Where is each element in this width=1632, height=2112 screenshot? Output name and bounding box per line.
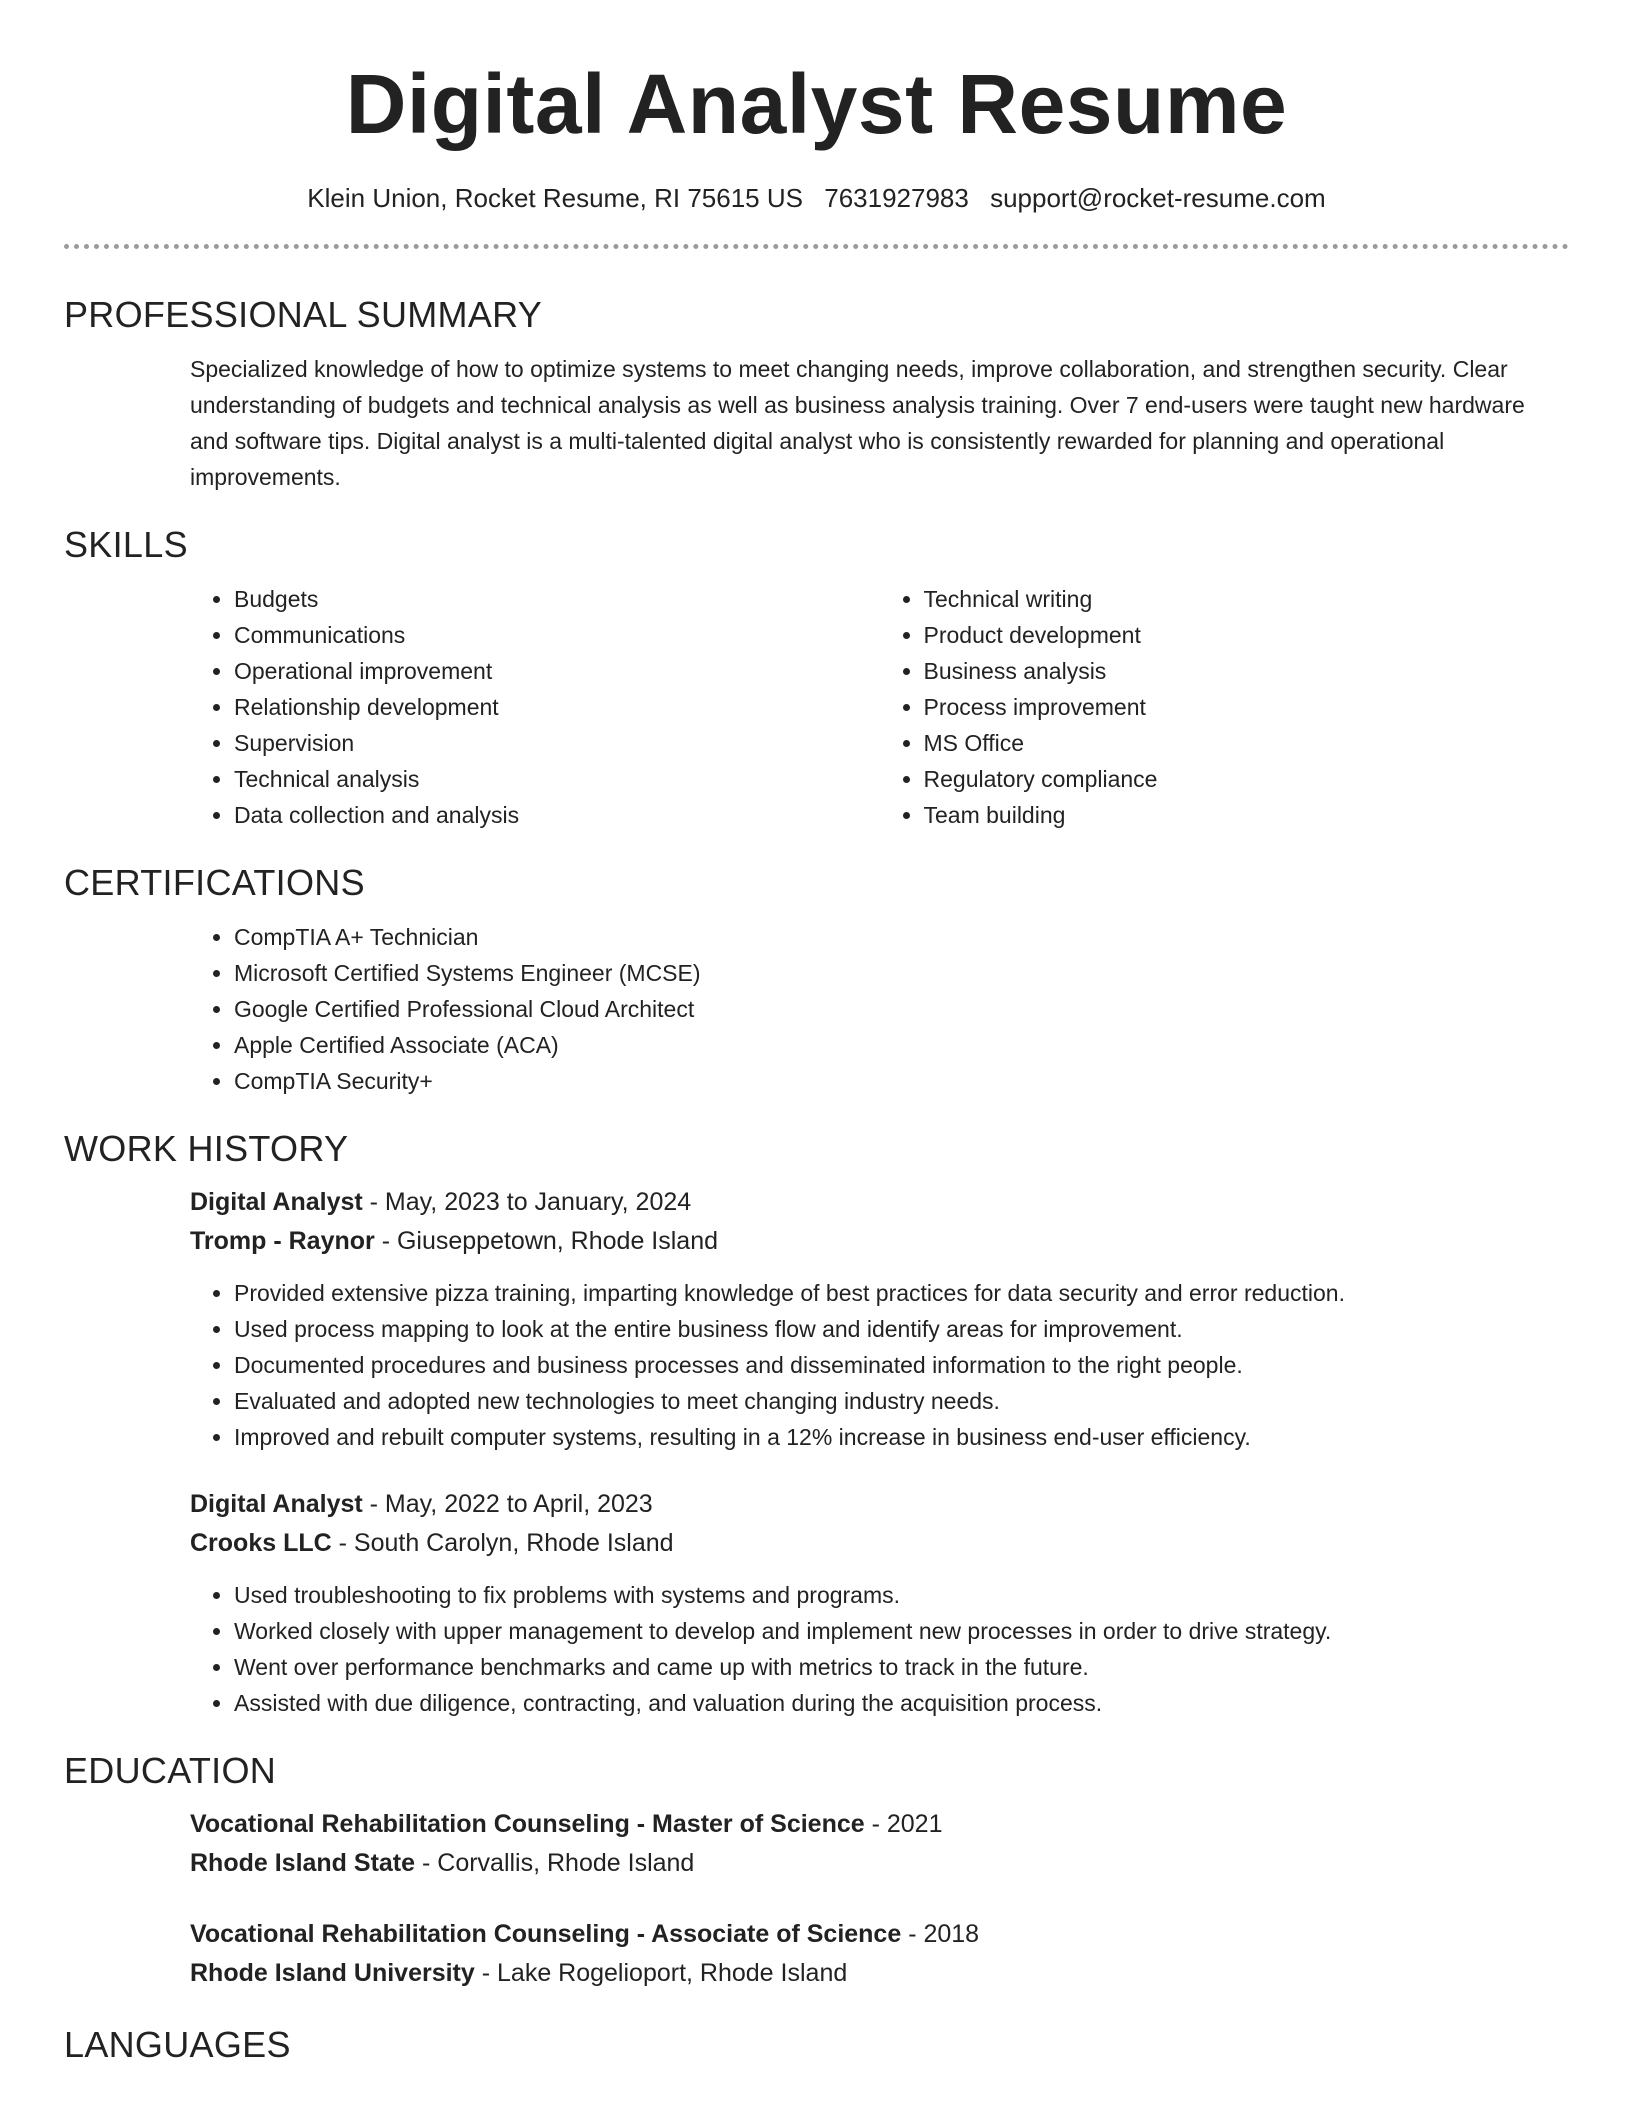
education-school-line (190, 1954, 1569, 1993)
job-bullet: • Used process mapping to look at the entire business flow and identify areas for improvement. (234, 1311, 1569, 1347)
contact-phone: 7631927983 (824, 183, 969, 213)
job-entry (190, 1485, 1569, 1721)
education-entry (190, 1915, 1569, 1993)
summary-text: Specialized knowledge of how to optimize systems to meet changing needs, improve collaboration, and strengthen security. Clear understanding of budgets and technical analysis as well as business analysis training. Over 7 end-users were taught new hardware and software tips. Digital analyst is a multi-talented digital analyst who is consistently rewarded for planning and operational improvements. (190, 356, 1525, 490)
skill-item: • Business analysis (924, 653, 1570, 689)
certification-item: • Apple Certified Associate (ACA) (234, 1027, 1569, 1063)
education-degree-line (190, 1915, 1569, 1954)
job-title: Digital Analyst (190, 1188, 363, 1216)
summary-heading: PROFESSIONAL SUMMARY (64, 294, 543, 335)
skill-item: • Data collection and analysis (234, 797, 880, 833)
education-year: - 2021 (864, 1810, 943, 1838)
work-history-heading: WORK HISTORY (64, 1128, 349, 1169)
skill-item: • Supervision (234, 725, 880, 761)
job-location: - Giuseppetown, Rhode Island (374, 1227, 719, 1255)
job-bullet: • Went over performance benchmarks and came up with metrics to track in the future. (234, 1649, 1569, 1685)
skill-item: • Communications (234, 617, 880, 653)
contact-line (64, 182, 1569, 214)
certification-item: • Microsoft Certified Systems Engineer (MCSE) (234, 955, 1569, 991)
certification-item: • Google Certified Professional Cloud Architect (234, 991, 1569, 1027)
skill-item: • Technical analysis (234, 761, 880, 797)
job-bullet: • Evaluated and adopted new technologies to meet changing industry needs. (234, 1383, 1569, 1419)
skill-item: • Operational improvement (234, 653, 880, 689)
education-heading: EDUCATION (64, 1750, 277, 1791)
certification-item: • CompTIA A+ Technician (234, 919, 1569, 955)
job-title: Digital Analyst (190, 1490, 363, 1518)
job-bullets (190, 1275, 1569, 1455)
contact-address: Klein Union, Rocket Resume, RI 75615 US (307, 183, 803, 213)
job-bullet: • Worked closely with upper management to develop and implement new processes in order to drive strategy. (234, 1613, 1569, 1649)
education-year: - 2018 (901, 1920, 980, 1948)
job-bullets (190, 1577, 1569, 1721)
certifications-list (190, 919, 1569, 1099)
skill-item: • Process improvement (924, 689, 1570, 725)
header-divider (64, 244, 1569, 249)
education-school-line (190, 1844, 1569, 1883)
contact-email: support@rocket-resume.com (990, 183, 1326, 213)
skills-column-right (880, 581, 1570, 833)
job-bullet: • Used troubleshooting to fix problems with systems and programs. (234, 1577, 1569, 1613)
job-entry (190, 1183, 1569, 1455)
job-company-line (190, 1222, 1569, 1261)
education-school: Rhode Island University (190, 1959, 475, 1987)
education-degree: Vocational Rehabilitation Counseling - Associate of Science (190, 1920, 902, 1948)
education-entry (190, 1805, 1569, 1883)
certifications-heading: CERTIFICATIONS (64, 862, 365, 903)
skill-item: • Technical writing (924, 581, 1570, 617)
education-location: - Lake Rogelioport, Rhode Island (474, 1959, 848, 1987)
job-bullet: • Provided extensive pizza training, imparting knowledge of best practices for data security and error reduction. (234, 1275, 1569, 1311)
skills-column-left (190, 581, 880, 833)
resume-title: Digital Analyst Resume (345, 57, 1288, 151)
certification-item: • CompTIA Security+ (234, 1063, 1569, 1099)
skill-item: • Team building (924, 797, 1570, 833)
job-location: - South Carolyn, Rhode Island (331, 1529, 674, 1557)
skill-item: • Product development (924, 617, 1570, 653)
skills-heading: SKILLS (64, 524, 188, 565)
languages-heading: LANGUAGES (64, 2024, 291, 2065)
skill-item: • Regulatory compliance (924, 761, 1570, 797)
education-location: - Corvallis, Rhode Island (415, 1849, 695, 1877)
job-title-line (190, 1485, 1569, 1524)
skill-item: • MS Office (924, 725, 1570, 761)
education-degree: Vocational Rehabilitation Counseling - Master of Science (190, 1810, 865, 1838)
skill-item: • Relationship development (234, 689, 880, 725)
job-bullet: • Documented procedures and business processes and disseminated information to the right people. (234, 1347, 1569, 1383)
skill-item: • Budgets (234, 581, 880, 617)
job-bullet: • Improved and rebuilt computer systems, resulting in a 12% increase in business end-user efficiency. (234, 1419, 1569, 1455)
summary-section (190, 351, 1569, 495)
job-company: Crooks LLC (190, 1529, 332, 1557)
job-dates: - May, 2023 to January, 2024 (362, 1188, 692, 1216)
job-title-line (190, 1183, 1569, 1222)
job-dates: - May, 2022 to April, 2023 (362, 1490, 653, 1518)
job-bullet: • Assisted with due diligence, contracting, and valuation during the acquisition process. (234, 1685, 1569, 1721)
job-company: Tromp - Raynor (190, 1227, 375, 1255)
education-degree-line (190, 1805, 1569, 1844)
resume-page (64, 0, 1569, 2067)
skills-list (190, 581, 1569, 833)
education-school: Rhode Island State (190, 1849, 416, 1877)
job-company-line (190, 1524, 1569, 1563)
